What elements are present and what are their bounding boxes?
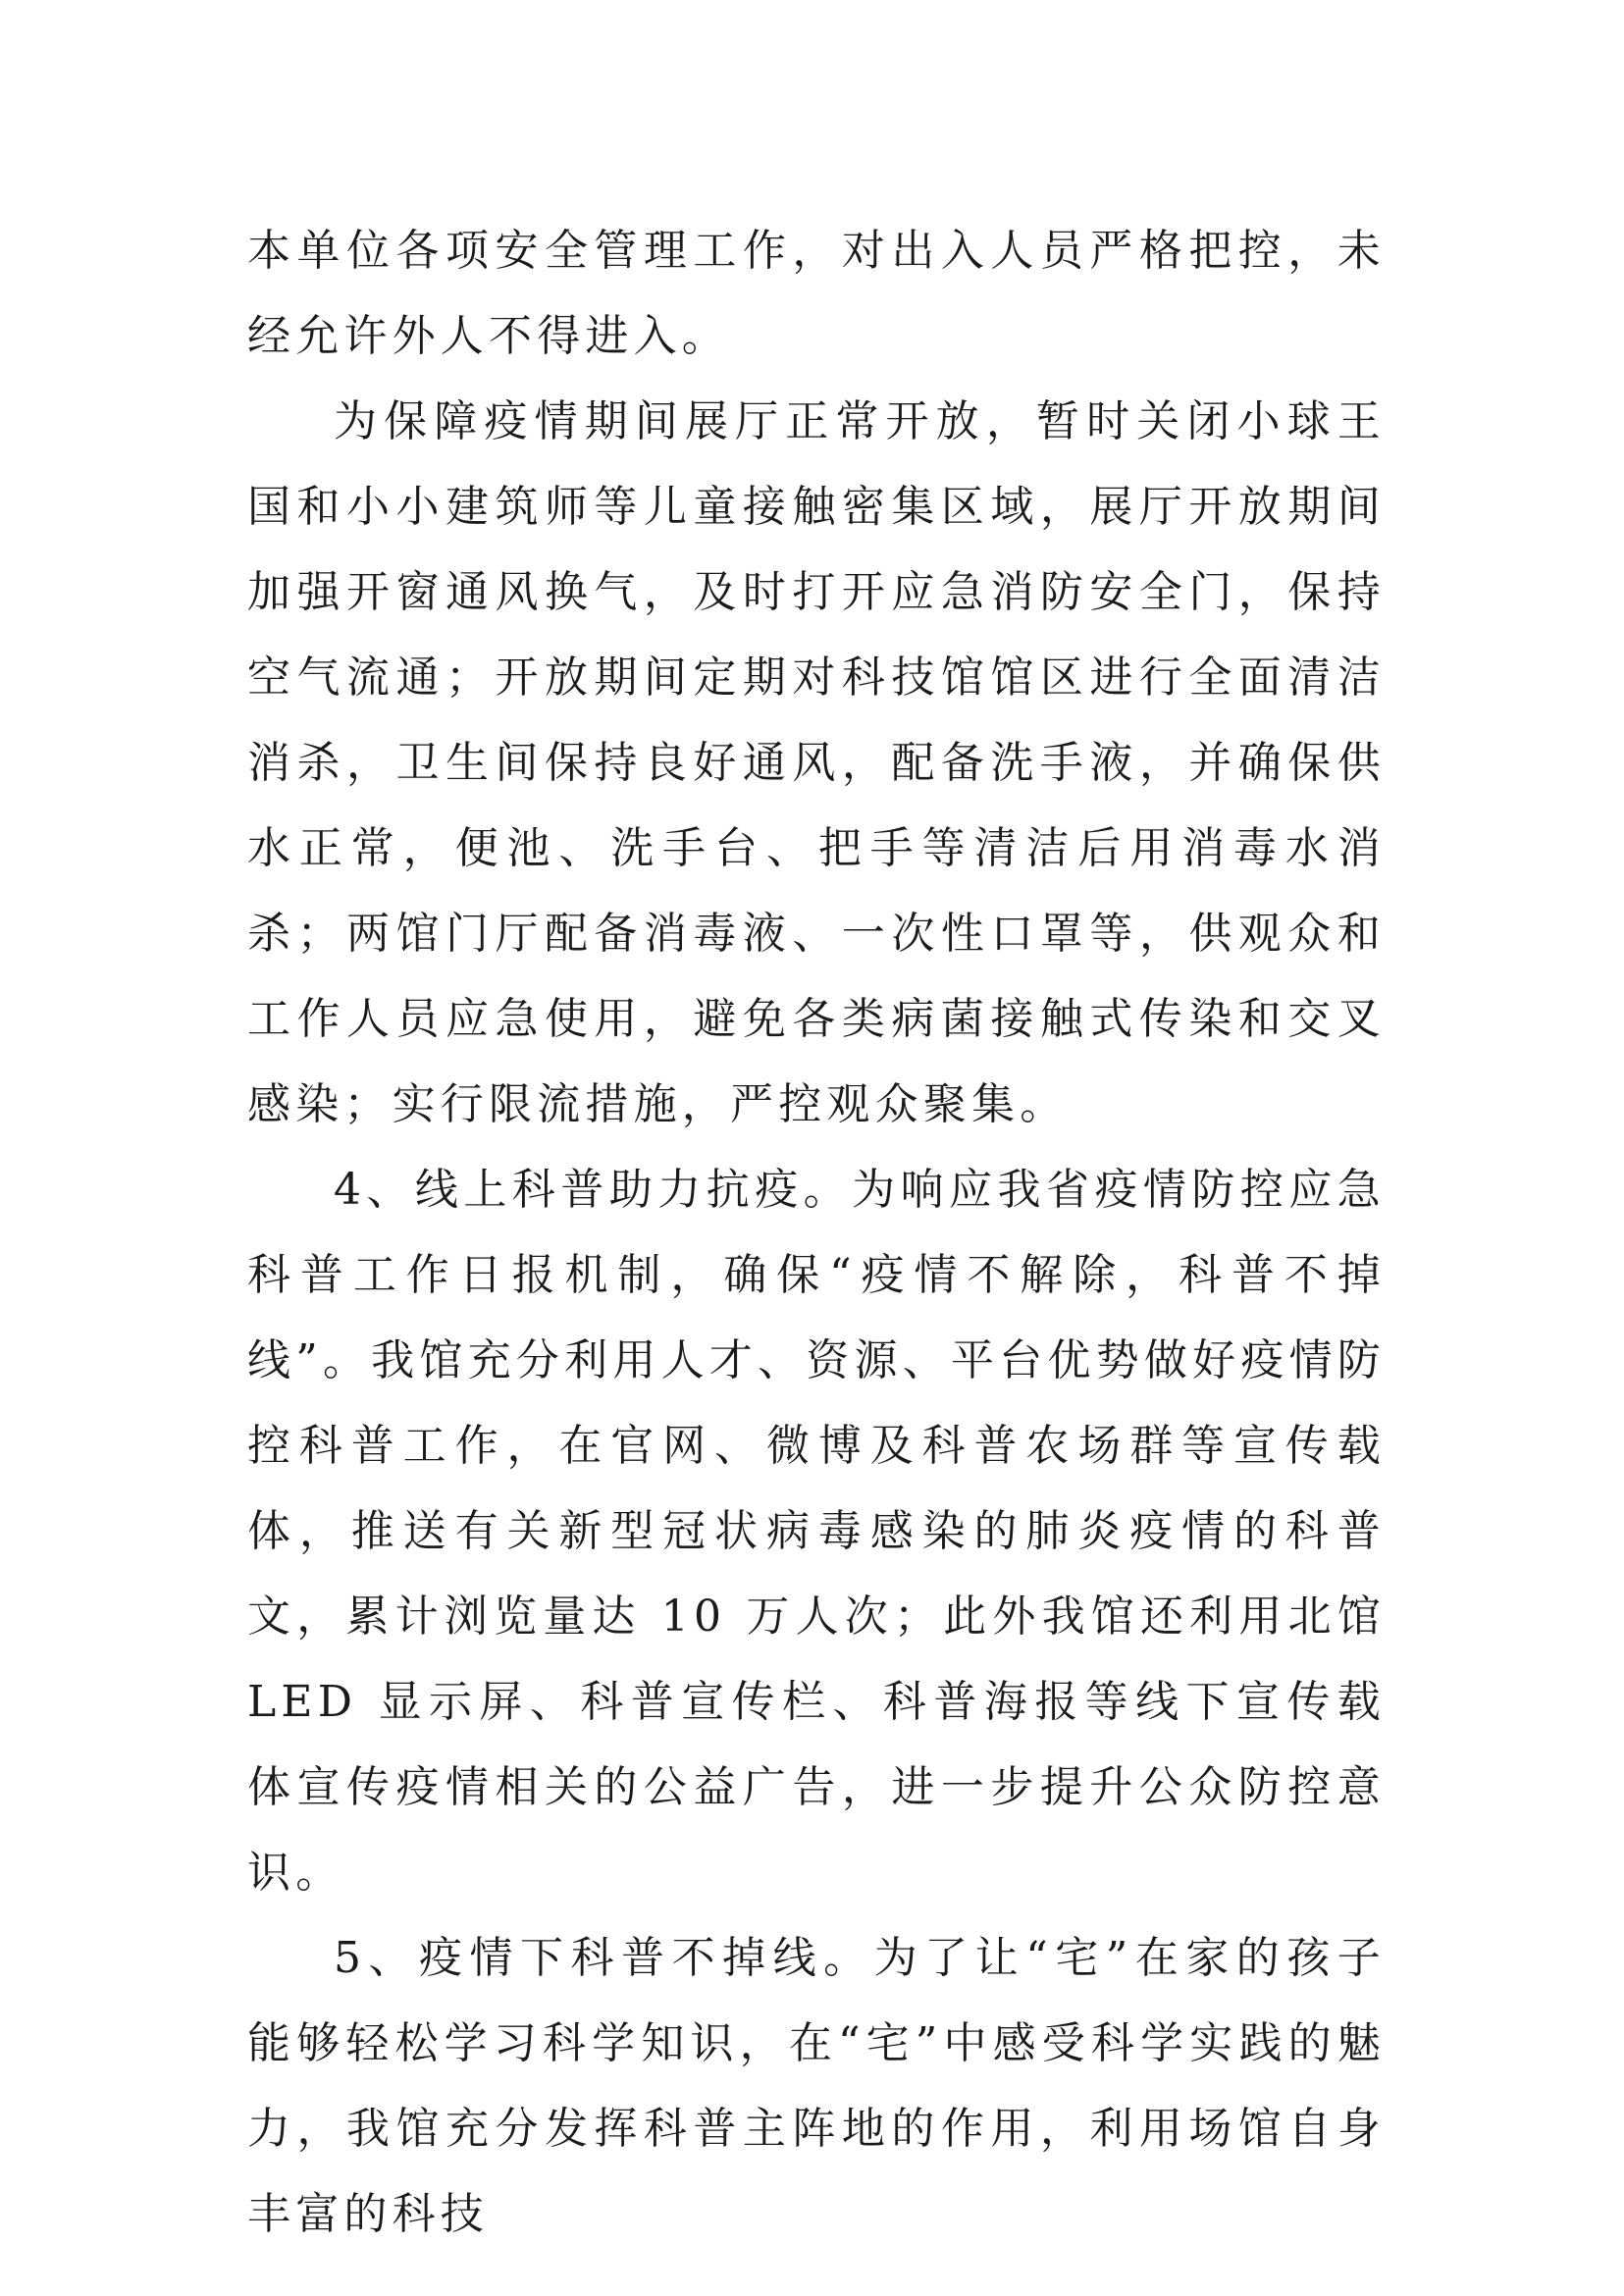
paragraph-science-at-home: 5、疫情下科普不掉线。为了让“宅”在家的孩子能够轻松学习科学知识，在“宅”中感受科学实践的魅力，我馆充分发挥科普主阵地的作用，利用场馆自身丰富的科技 [247, 1933, 1386, 2239]
paragraph-online-science-popularization: 4、线上科普助力抗疫。为响应我省疫情防控应急科普工作日报机制，确保“疫情不解除，科普不掉线”。我馆充分利用人才、资源、平台优势做好疫情防控科普工作，在官网、微博及科普农场群等宣传载体，推送有关新型冠状病毒感染的肺炎疫情的科普文，累计浏览量达 10 万人次；此外我馆还利用北馆 LED 显示屏、科普宣传栏、科普海报等线下宣传载体宣传疫情相关的公益广告，进一步提升公众防控意识。 [247, 1165, 1386, 1898]
paragraph-exhibition-hall-opening: 为保障疫情期间展厅正常开放，暂时关闭小球王国和小小建筑师等儿童接触密集区域，展厅开放期间加强开窗通风换气，及时打开应急消防安全门，保持空气流通；开放期间定期对科技馆馆区进行全面清洁消杀，卫生间保持良好通风，配备洗手液，并确保供水正常，便池、洗手台、把手等清洁后用消毒水消杀；两馆门厅配备消毒液、一次性口罩等，供观众和工作人员应急使用，避免各类病菌接触式传染和交叉感染；实行限流措施，严控观众聚集。 [247, 396, 1386, 1129]
document-body [247, 208, 1386, 2257]
paragraph-security-management: 本单位各项安全管理工作，对出入人员严格把控，未经允许外人不得进入。 [247, 226, 1386, 361]
